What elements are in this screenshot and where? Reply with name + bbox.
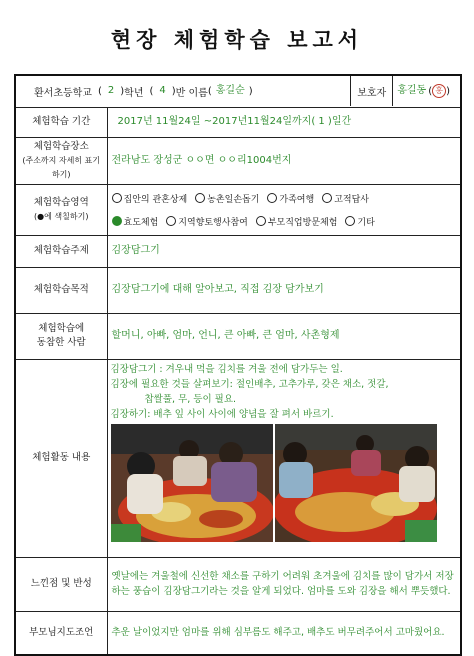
period-label: 체험학습 기간	[15, 107, 107, 137]
area-option[interactable]	[112, 195, 188, 205]
activity-label: 체험활동 내용	[15, 359, 107, 557]
radio-circle-icon[interactable]	[267, 193, 277, 203]
class-value: 4	[159, 85, 166, 97]
area-label: 체험학습영역	[33, 196, 89, 208]
area-option[interactable]	[322, 195, 369, 205]
radio-circle-icon[interactable]	[345, 216, 355, 226]
area-option[interactable]	[166, 218, 248, 228]
area-option[interactable]	[267, 195, 314, 205]
radio-circle-icon[interactable]	[166, 216, 176, 226]
companions-label-cell	[15, 313, 107, 359]
area-option-label: 고적답사	[334, 194, 369, 205]
area-option[interactable]	[256, 218, 338, 228]
parent-comment-value: 추운 날이었지만 엄마를 위해 심부름도 해주고, 배추도 버무려주어서 고마웠어요.	[107, 611, 461, 655]
reflection-value: 옛날에는 겨울철에 신선한 채소를 구하기 어려워 초겨울에 김치를 많이 담가서 저장하는 풍습이 김장담그기라는 것을 알게 되었다. 엄마를 도와 김장을 해서 뿌듯했다.	[107, 557, 461, 611]
companions-label-line1: 체험학습에	[38, 323, 85, 334]
student-name: 홍길순	[215, 85, 245, 97]
place-label: 체험학습장소	[33, 140, 89, 152]
guardian-label: 보호자	[357, 87, 387, 99]
topic-value: 김장담그기	[107, 235, 461, 267]
radio-circle-icon[interactable]	[112, 193, 122, 203]
purpose-label: 체험학습목적	[15, 267, 107, 313]
purpose-value: 김장담그기에 대해 알아보고, 직접 김장 담가보기	[107, 267, 461, 313]
grade-value: 2	[107, 85, 115, 97]
activity-line-1: 김장담그기 : 겨우내 먹을 김치를 겨울 전에 담가두는 일.	[110, 363, 343, 375]
area-options	[107, 184, 461, 235]
place-label-cell	[15, 137, 107, 184]
area-option-label: 부모직업방문체험	[267, 217, 338, 228]
kimchi-making-photo-2	[275, 424, 437, 542]
page-title: 현장 체험학습 보고서	[110, 27, 364, 52]
grade-label: 학년	[124, 87, 144, 99]
companions-label-line2: 동참한 사람	[36, 337, 86, 348]
report-table	[14, 74, 462, 656]
radio-circle-icon[interactable]	[322, 193, 332, 203]
radio-circle-icon[interactable]	[112, 216, 122, 226]
activity-cell	[107, 359, 461, 557]
area-label-note: (●에 색칠하기)	[34, 211, 89, 221]
place-value: 전라남도 장성군 ㅇㅇ면 ㅇㅇ리1004번지	[107, 137, 461, 184]
school-name: 환서초등학교	[34, 87, 92, 99]
area-option-label: 가족여행	[279, 194, 315, 205]
reflection-label: 느낀점 및 반성	[15, 557, 107, 611]
kimchi-making-photo-1	[111, 424, 273, 542]
place-label-note: (주소까지 자세히 표기하기)	[22, 155, 101, 179]
area-option-label: 집안의 관혼상제	[123, 194, 188, 205]
activity-line-2: 김장에 필요한 것들 살펴보기: 절인배추, 고추가루, 갖은 채소, 젓갈,	[110, 378, 389, 390]
topic-label: 체험학습주제	[15, 235, 107, 267]
parent-comment-label: 부모님지도조언	[15, 611, 107, 655]
activity-line-4: 김장하기: 배추 잎 사이 사이에 양념을 잘 펴서 바르기.	[110, 408, 334, 420]
area-option-label: 농촌일손돕기	[207, 194, 260, 205]
area-option-label: 지역향토행사참여	[178, 217, 248, 228]
companions-value: 할머니, 아빠, 엄마, 언니, 큰 아빠, 큰 엄마, 사촌형제	[107, 313, 461, 359]
radio-circle-icon[interactable]	[256, 216, 266, 226]
class-label: 반 이름	[175, 87, 208, 99]
area-label-cell	[15, 184, 107, 235]
radio-circle-icon[interactable]	[195, 193, 205, 203]
area-option[interactable]	[195, 195, 259, 205]
area-option-label: 효도체험	[123, 217, 159, 228]
area-option[interactable]	[112, 218, 159, 228]
student-info-row: 환서초등학교 ( 2 ) 학년 ( 4 ) 반 이름 ( 홍길순 ) 보호자 홍길동 ( 홍 )	[15, 75, 461, 107]
area-option-label: 기타	[357, 217, 375, 228]
area-options-list	[112, 187, 457, 233]
activity-photos	[111, 424, 458, 542]
seal-stamp: 홍	[432, 84, 446, 98]
period-value: 2017년 11월24일 ~2017년11월24일까지( 1 )일간	[107, 107, 461, 137]
guardian-name: 홍길동	[397, 85, 427, 97]
activity-line-3: 찹쌀풀, 무, 등이 필요.	[144, 393, 237, 405]
area-option[interactable]	[345, 218, 374, 228]
